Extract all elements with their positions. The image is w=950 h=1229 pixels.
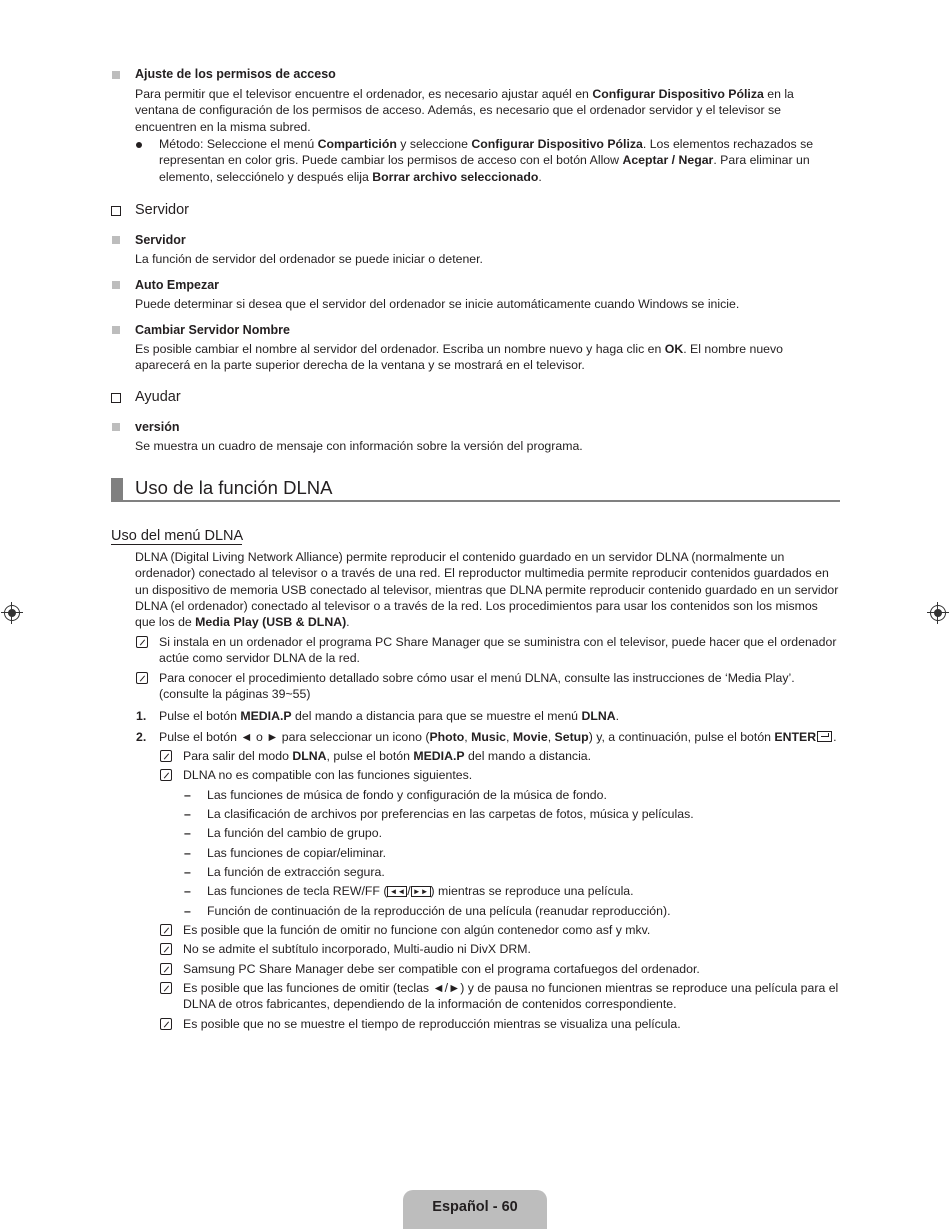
dash-bullet: – <box>184 807 191 821</box>
square-bullet <box>112 423 120 431</box>
note-time: Es posible que no se muestre el tiempo de reproducción mientras se visualiza una película. <box>183 1017 681 1031</box>
square-bullet <box>112 71 120 79</box>
dash-item: Las funciones de música de fondo y configuración de la música de fondo. <box>207 788 607 802</box>
dash-bullet: – <box>184 788 191 802</box>
paragraph-ajuste-permisos: Para permitir que el televisor encuentre el ordenador, es necesario ajustar aquél en Configurar Dispositivo Póliza en la ventana de configuración de los permisos de acceso. Además, es necesario que el ordenador servidor y el televisor se encuentren en la misma subred. <box>135 87 794 134</box>
heading-version: versión <box>135 420 180 434</box>
text-version: Se muestra un cuadro de mensaje con información sobre la versión del programa. <box>135 439 583 453</box>
note-pencil-icon <box>160 769 172 781</box>
page-number-label: Español - 60 <box>432 1199 518 1215</box>
square-bullet <box>112 326 120 334</box>
note-skip: Es posible que la función de omitir no funcione con algún contenedor como asf y mkv. <box>183 923 651 937</box>
dash-item-rew-ff: Las funciones de tecla REW/FF ( ◄◄ / ►► ) mientras se reproduce una película. <box>207 884 634 898</box>
note-media-play: Para conocer el procedimiento detallado sobre cómo usar el menú DLNA, consulte las instrucciones de ‘Media Play’. (consulte la páginas 39~55) <box>159 671 795 702</box>
section-title-underline <box>111 500 840 502</box>
heading-cambiar-nombre: Cambiar Servidor Nombre <box>135 323 290 337</box>
heading-ajuste-permisos: Ajuste de los permisos de acceso <box>135 67 336 81</box>
group-title-servidor: Servidor <box>135 202 189 218</box>
note-pc-share-manager: Si instala en un ordenador el programa PC Share Manager que se suministra con el televisor, puede hacer que el ordenador actúe como servidor DLNA de la red. <box>159 635 837 666</box>
dlna-intro: DLNA (Digital Living Network Alliance) permite reproducir el contenido guardado en un servidor DLNA (normalmente un ordenador) conectado al televisor o a través de una red. El reproductor multimedia permite reproducir contenidos guardados en un dispositivo de memoria USB conectado al televisor, mientras que DLNA permite reproducir contenido guardado en un servidor DLNA (el ordenador) conectado al televisor o a través de la red. Los procedimientos para usar los contenidos son los mismos que los de Media Play (USB & DLNA). <box>135 550 839 630</box>
note-incompatible: DLNA no es compatible con las funciones siguientes. <box>183 768 473 782</box>
rewind-key-icon: ◄◄ <box>389 887 406 896</box>
dash-item: Las funciones de copiar/eliminar. <box>207 846 387 860</box>
text-auto-empezar: Puede determinar si desea que el servidor del ordenador se inicie automáticamente cuando Windows se inicie. <box>135 297 740 311</box>
note-firewall: Samsung PC Share Manager debe ser compatible con el programa cortafuegos del ordenador. <box>183 962 700 976</box>
note-pencil-icon <box>160 750 172 762</box>
enter-icon <box>817 731 832 742</box>
heading-auto-empezar: Auto Empezar <box>135 278 220 292</box>
note-pencil-icon <box>160 924 172 936</box>
subsection-title-underline <box>111 544 242 545</box>
note-pencil-icon <box>160 1018 172 1030</box>
text-cambiar-nombre: Es posible cambiar el nombre al servidor del ordenador. Escriba un nombre nuevo y haga clic en OK. El nombre nuevo aparecerá en la parte superior derecha de la ventana y se mostrará en el televisor. <box>135 342 784 373</box>
dash-bullet: – <box>184 846 191 860</box>
fast-forward-key-icon: ►► <box>412 887 429 896</box>
subsection-title: Uso del menú DLNA <box>111 528 244 544</box>
section-title-bar <box>111 478 123 500</box>
heading-servidor: Servidor <box>135 233 186 247</box>
square-bullet <box>112 236 120 244</box>
note-pencil-icon <box>136 672 148 684</box>
note-pencil-icon <box>160 982 172 994</box>
step-2-text: Pulse el botón ◄ o ► para seleccionar un icono (Photo, Music, Movie, Setup) y, a continuación, pulse el botón ENTER . <box>159 730 837 744</box>
note-pencil-icon <box>160 963 172 975</box>
dash-bullet: – <box>184 865 191 879</box>
step-1-text: Pulse el botón MEDIA.P del mando a distancia para que se muestre el menú DLNA. <box>159 709 620 723</box>
note-subtitle: No se admite el subtítulo incorporado, Multi-audio ni DivX DRM. <box>183 942 531 956</box>
group-title-ayudar: Ayudar <box>135 389 181 405</box>
dash-bullet: – <box>184 826 191 840</box>
dash-item: La función de extracción segura. <box>207 865 385 879</box>
bullet-metodo: Método: Seleccione el menú Compartición y seleccione Configurar Dispositivo Póliza. Los elementos rechazados se representan en color gris. Puede cambiar los permisos de acceso con el botón Allow Aceptar / Negar. Para eliminar un elemento, selecciónelo y después elija Borrar archivo seleccionado. <box>159 137 814 184</box>
note-exit-dlna: Para salir del modo DLNA, pulse el botón MEDIA.P del mando a distancia. <box>183 749 592 763</box>
section-title: Uso de la función DLNA <box>135 477 333 498</box>
step-number: 1. <box>136 709 147 723</box>
note-pencil-icon <box>160 943 172 955</box>
dash-bullet: – <box>184 884 191 898</box>
registration-mark-icon <box>930 605 946 621</box>
square-bullet <box>112 281 120 289</box>
checkbox-square-icon <box>111 206 121 216</box>
dash-item: La clasificación de archivos por preferencias en las carpetas de fotos, música y películas. <box>207 807 694 821</box>
round-bullet <box>136 142 142 148</box>
text-servidor: La función de servidor del ordenador se puede iniciar o detener. <box>135 252 483 266</box>
checkbox-square-icon <box>111 393 121 403</box>
dash-item: Función de continuación de la reproducción de una película (reanudar reproducción). <box>207 904 671 918</box>
dash-item: La función del cambio de grupo. <box>207 826 383 840</box>
note-pause: Es posible que las funciones de omitir (teclas ◄/►) y de pausa no funcionen mientras se reproduce una película para el DLNA de otros fabricantes, dependiendo de la información de contenidos correspondiente. <box>183 981 839 1012</box>
note-pencil-icon <box>136 636 148 648</box>
step-number: 2. <box>136 730 147 744</box>
registration-mark-icon <box>4 605 20 621</box>
dash-bullet: – <box>184 904 191 918</box>
page-footer <box>403 1190 547 1229</box>
